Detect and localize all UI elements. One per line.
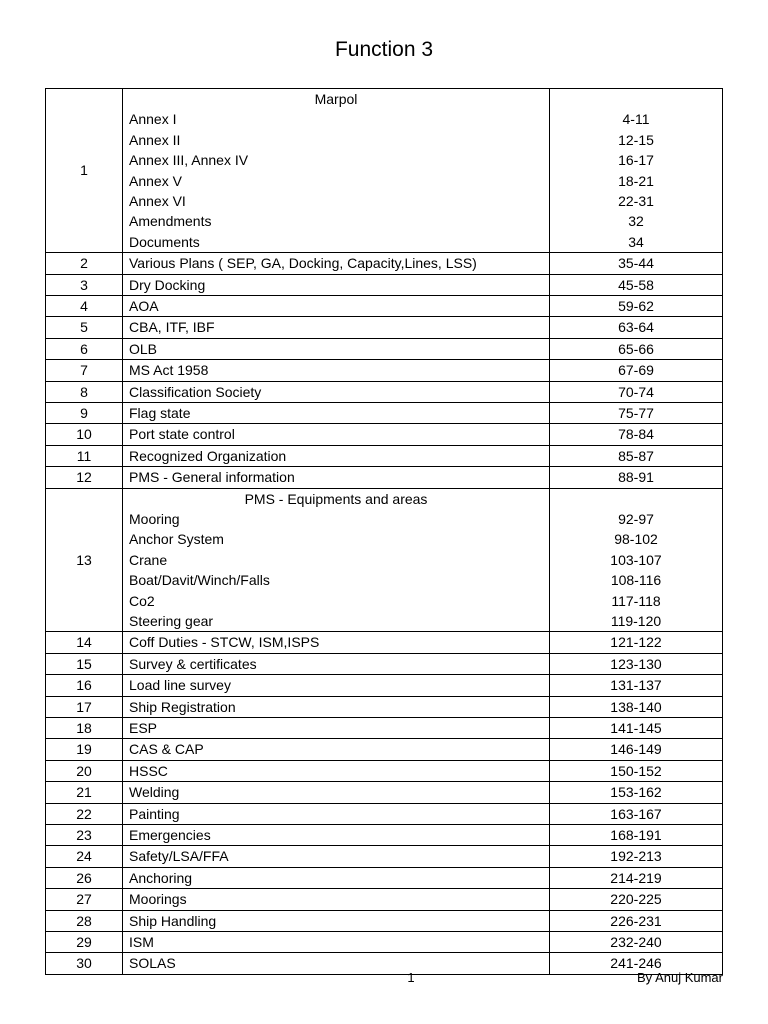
contents-table — [45, 88, 723, 975]
row-number: 22 — [46, 803, 123, 824]
row-pages: 45-58 — [550, 274, 723, 295]
group-item-pages: 117-118 — [611, 592, 661, 609]
group-item-topic: Crane — [129, 551, 168, 568]
row-number: 7 — [46, 360, 123, 381]
page-number: 1 — [407, 970, 415, 985]
group-item-topic: Annex I — [129, 111, 177, 128]
row-topic: Various Plans ( SEP, GA, Docking, Capacity,Lines, LSS) — [123, 253, 550, 274]
table-row — [46, 402, 723, 423]
group-item-topic: Annex II — [129, 131, 181, 148]
row-number: 3 — [46, 274, 123, 295]
row-topic: Dry Docking — [123, 274, 550, 295]
row-pages: 138-140 — [550, 696, 723, 717]
row-topic: MS Act 1958 — [123, 360, 550, 381]
group-item-pages: 103-107 — [610, 551, 662, 568]
row-topic: OLB — [123, 338, 550, 359]
table-row — [46, 867, 723, 888]
table-row — [46, 653, 723, 674]
group-item-pages: 34 — [628, 233, 644, 250]
row-topic: Anchoring — [123, 867, 550, 888]
row-pages: 63-64 — [550, 317, 723, 338]
row-number: 28 — [46, 910, 123, 931]
group-item-topic: Anchor System — [129, 531, 224, 548]
group-item-pages: 98-102 — [614, 531, 658, 548]
group-pages — [550, 89, 723, 253]
row-pages: 220-225 — [550, 889, 723, 910]
row-topic: PMS - General information — [123, 467, 550, 488]
group-item-pages: 92-97 — [618, 510, 654, 527]
group-item-pages: 32 — [628, 213, 644, 230]
table-row — [46, 910, 723, 931]
table-row — [46, 632, 723, 653]
group-item-pages: 4-11 — [622, 111, 650, 128]
row-pages: 153-162 — [550, 782, 723, 803]
row-number: 8 — [46, 381, 123, 402]
table-row — [46, 739, 723, 760]
row-topic: ISM — [123, 932, 550, 953]
group-item-topic: Amendments — [129, 213, 212, 230]
row-number: 29 — [46, 932, 123, 953]
table-row — [46, 274, 723, 295]
table-row — [46, 381, 723, 402]
row-pages: 226-231 — [550, 910, 723, 931]
group-title: PMS - Equipments and areas — [244, 490, 428, 507]
row-topic: Welding — [123, 782, 550, 803]
table-row — [46, 932, 723, 953]
row-topic: SOLAS — [123, 953, 550, 974]
row-topic: Safety/LSA/FFA — [123, 846, 550, 867]
row-number: 14 — [46, 632, 123, 653]
row-topic: ESP — [123, 717, 550, 738]
row-number: 9 — [46, 402, 123, 423]
row-number: 19 — [46, 739, 123, 760]
row-pages: 85-87 — [550, 445, 723, 466]
group-item-topic: Boat/Davit/Winch/Falls — [129, 572, 270, 589]
row-number: 23 — [46, 824, 123, 845]
group-item-pages: 18-21 — [618, 172, 654, 189]
row-number: 30 — [46, 953, 123, 974]
row-topic: CBA, ITF, IBF — [123, 317, 550, 338]
table-row — [46, 253, 723, 274]
group-title: Marpol — [314, 91, 358, 107]
table-row — [46, 338, 723, 359]
row-topic: Load line survey — [123, 675, 550, 696]
row-pages: 78-84 — [550, 424, 723, 445]
row-topic: HSSC — [123, 760, 550, 781]
row-pages: 146-149 — [550, 739, 723, 760]
row-number: 10 — [46, 424, 123, 445]
row-number: 11 — [46, 445, 123, 466]
row-number: 4 — [46, 295, 123, 316]
table-row — [46, 360, 723, 381]
row-pages: 70-74 — [550, 381, 723, 402]
table-row — [46, 295, 723, 316]
row-pages: 131-137 — [550, 675, 723, 696]
group-number: 1 — [46, 89, 123, 253]
row-pages: 141-145 — [550, 717, 723, 738]
table-row — [46, 467, 723, 488]
table-row — [46, 824, 723, 845]
group-row-marpol — [46, 89, 723, 253]
group-item-topic: Annex VI — [129, 192, 186, 209]
group-pages-spacer — [556, 489, 716, 509]
row-pages: 67-69 — [550, 360, 723, 381]
group-item-pages: 119-120 — [610, 612, 662, 629]
page-title: Function 3 — [334, 38, 434, 61]
table-row — [46, 424, 723, 445]
row-pages: 214-219 — [550, 867, 723, 888]
table-row — [46, 889, 723, 910]
row-pages: 163-167 — [550, 803, 723, 824]
table-row — [46, 675, 723, 696]
row-number: 26 — [46, 867, 123, 888]
group-item-topic: Co2 — [129, 592, 155, 609]
group-item-pages: 12-15 — [618, 131, 654, 148]
group-item-pages: 22-31 — [618, 192, 654, 209]
row-pages: 59-62 — [550, 295, 723, 316]
row-topic: Survey & certificates — [123, 653, 550, 674]
row-topic: Classification Society — [123, 381, 550, 402]
row-topic: Ship Handling — [123, 910, 550, 931]
row-pages: 88-91 — [550, 467, 723, 488]
table-row — [46, 317, 723, 338]
row-pages: 75-77 — [550, 402, 723, 423]
group-item-topic: Annex III, Annex IV — [129, 152, 249, 169]
group-topics — [123, 89, 550, 253]
row-pages: 150-152 — [550, 760, 723, 781]
table-row — [46, 782, 723, 803]
row-topic: CAS & CAP — [123, 739, 550, 760]
row-number: 2 — [46, 253, 123, 274]
row-topic: Emergencies — [123, 824, 550, 845]
row-number: 17 — [46, 696, 123, 717]
author-credit: By Anuj Kumar — [637, 970, 723, 985]
group-item-pages: 16-17 — [618, 152, 654, 169]
row-topic: Recognized Organization — [123, 445, 550, 466]
row-pages: 232-240 — [550, 932, 723, 953]
row-number: 15 — [46, 653, 123, 674]
row-pages: 123-130 — [550, 653, 723, 674]
row-number: 24 — [46, 846, 123, 867]
row-topic: Coff Duties - STCW, ISM,ISPS — [123, 632, 550, 653]
row-number: 16 — [46, 675, 123, 696]
row-topic: Moorings — [123, 889, 550, 910]
row-pages: 192-213 — [550, 846, 723, 867]
row-pages: 35-44 — [550, 253, 723, 274]
table-row — [46, 445, 723, 466]
row-number: 20 — [46, 760, 123, 781]
row-number: 6 — [46, 338, 123, 359]
row-topic: Port state control — [123, 424, 550, 445]
group-pages-spacer — [556, 89, 716, 109]
row-pages: 168-191 — [550, 824, 723, 845]
group-item-topic: Documents — [129, 233, 200, 250]
row-pages: 121-122 — [550, 632, 723, 653]
row-topic: Flag state — [123, 402, 550, 423]
row-number: 5 — [46, 317, 123, 338]
row-pages: 65-66 — [550, 338, 723, 359]
group-item-pages: 108-116 — [610, 572, 662, 589]
group-item-topic: Annex V — [129, 172, 182, 189]
table-row — [46, 846, 723, 867]
row-number: 18 — [46, 717, 123, 738]
row-number: 27 — [46, 889, 123, 910]
group-item-topic: Steering gear — [129, 612, 214, 629]
group-number: 13 — [46, 488, 123, 632]
table-row — [46, 696, 723, 717]
table-row — [46, 803, 723, 824]
row-topic: Ship Registration — [123, 696, 550, 717]
row-number: 12 — [46, 467, 123, 488]
table-row — [46, 760, 723, 781]
group-topics — [123, 488, 550, 632]
group-row-pms — [46, 488, 723, 632]
row-number: 21 — [46, 782, 123, 803]
row-topic: Painting — [123, 803, 550, 824]
group-item-topic: Mooring — [129, 510, 180, 527]
group-pages — [550, 488, 723, 632]
row-topic: AOA — [123, 295, 550, 316]
row-pages: 241-246 — [550, 953, 723, 974]
table-row — [46, 717, 723, 738]
